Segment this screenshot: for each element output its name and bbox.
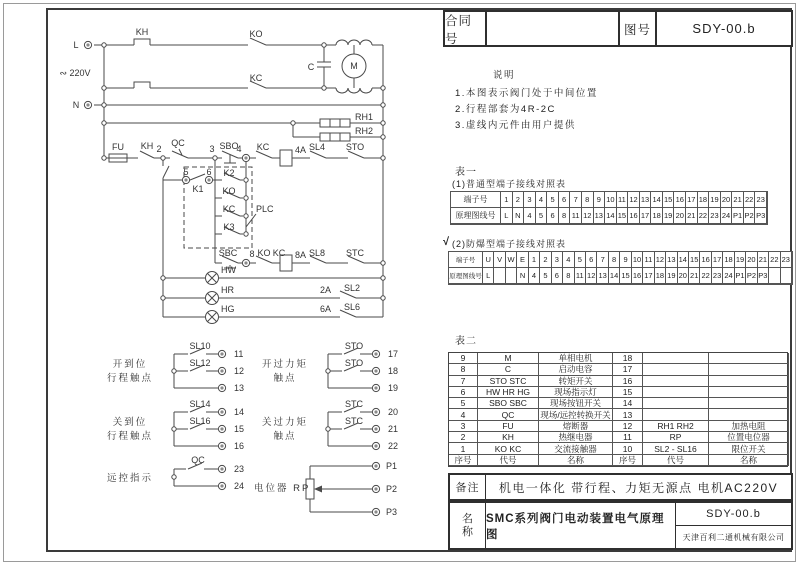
table1-terminal-cell: 4 [536, 192, 548, 208]
label-fuse: FU [112, 142, 124, 152]
component-cell: 交流接触器 [539, 443, 613, 454]
label-k3: K3 [223, 222, 235, 232]
label-supply-voltage: ∾ 220V [59, 68, 91, 78]
table1-terminal-cell: 21 [732, 192, 744, 208]
table2-wire-cell: 22 [700, 268, 711, 284]
label-kh-thermal: KH [135, 27, 149, 37]
table2-terminal-cell: 23 [781, 252, 792, 268]
component-cell: QC [478, 409, 539, 420]
label-wire8a: 8A [295, 250, 307, 260]
table2-subtitle: (2)防爆型端子接线对照表 [452, 239, 567, 249]
component-cell: KH [478, 432, 539, 443]
table1-terminal-cell: 10 [605, 192, 617, 208]
terminal-table-normal [450, 191, 768, 225]
table1-label: 表一 [455, 167, 477, 178]
label-sl6: SL6 [344, 302, 361, 312]
table2-terminal-cell: 3 [552, 252, 563, 268]
table2-terminal-cell: 13 [666, 252, 677, 268]
drawing-no-label: 图号 [620, 12, 657, 45]
table2-terminal-cell: W [506, 252, 517, 268]
table2-wire-cell: 24 [723, 268, 734, 284]
table2-wire-cell: 18 [655, 268, 666, 284]
label-capacitor: C [307, 62, 315, 72]
table1-wire-cell: P1 [732, 208, 744, 224]
table1-wire-cell: 13 [594, 208, 606, 224]
component-cell [709, 353, 789, 364]
label-kc-rung: KC [222, 204, 236, 214]
table1-terminal-cell: 5 [547, 192, 559, 208]
component-cell: 13 [613, 409, 643, 420]
name-block-right [676, 503, 791, 548]
table1-wire-cell: 17 [640, 208, 652, 224]
table2-wire-cell: 12 [586, 268, 597, 284]
name-label-line1: 名 [462, 512, 473, 525]
component-cell: 18 [613, 353, 643, 364]
component-cell: 2 [449, 432, 478, 443]
table1-terminal-cell: 12 [628, 192, 640, 208]
component-cell: FU [478, 421, 539, 432]
component-cell: 15 [613, 387, 643, 398]
component-cell: C [478, 364, 539, 375]
component-cell: 4 [449, 409, 478, 420]
title-block [443, 10, 793, 47]
label-stc-aux1: STC [345, 399, 363, 409]
label-kc-interlock: KC [256, 142, 270, 152]
table2-wire-cell: P2 [746, 268, 757, 284]
label-terminal-15: 15 [234, 424, 245, 434]
label-terminal-21: 21 [388, 424, 399, 434]
table1-terminal-cell: 17 [686, 192, 698, 208]
notes-title: 说明 [493, 70, 516, 81]
label-sl16: SL16 [189, 416, 211, 426]
table1-wire-cell: 8 [559, 208, 571, 224]
table1-wire-cell: L [501, 208, 513, 224]
component-cell: RH1 RH2 [643, 421, 709, 432]
table1-wire-cell: 6 [547, 208, 559, 224]
table2-wire-cell: P3 [758, 268, 769, 284]
table2-row1-header: 端子号 [449, 252, 483, 268]
table2-terminal-cell: 9 [620, 252, 631, 268]
table1-terminal-cell: 13 [640, 192, 652, 208]
circuit-labels [59, 27, 398, 517]
table2-wire-cell: 8 [563, 268, 574, 284]
label-hg-lamp: HG [221, 304, 235, 314]
table1-wire-cell: 11 [570, 208, 582, 224]
component-cell: 现场/远控转换开关 [539, 409, 613, 420]
table2-terminal-cell: 6 [586, 252, 597, 268]
label-sl14: SL14 [189, 399, 211, 409]
label-kc-contact: KC [249, 73, 263, 83]
label-kh-contact: KH [140, 141, 154, 151]
table2-wire-cell [506, 268, 517, 284]
table2-wire-cell: 6 [552, 268, 563, 284]
table2-wire-cell: 21 [689, 268, 700, 284]
label-wire6: 6 [206, 167, 212, 177]
table1-terminal-cell: 14 [651, 192, 663, 208]
component-cell: 7 [449, 376, 478, 387]
remarks-block [448, 473, 793, 501]
remarks-text: 机电一体化 带行程、力矩无源点 电机AC220V [498, 480, 779, 495]
table1-terminal-cell: 7 [570, 192, 582, 208]
table2-terminal-cell: 21 [758, 252, 769, 268]
label-terminal-23: 23 [234, 464, 245, 474]
table2-wire-cell: L [483, 268, 494, 284]
table2-wire-cell [781, 268, 792, 284]
table2-wire-cell [494, 268, 505, 284]
label-wire8: 8 [249, 249, 255, 259]
table1-wire-cell: 5 [536, 208, 548, 224]
component-cell: 1 [449, 443, 478, 454]
label-open-torque-2: 触点 [273, 373, 297, 384]
component-cell [709, 409, 789, 420]
terminal-table-explosionproof [448, 251, 793, 285]
label-terminal-11: 11 [234, 349, 244, 359]
table2-terminal-cell: 20 [746, 252, 757, 268]
component-cell [709, 376, 789, 387]
component-cell [709, 364, 789, 375]
label-l-terminal: L [73, 40, 79, 50]
component-cell: 17 [613, 364, 643, 375]
label-sl8: SL8 [308, 248, 326, 258]
table2-terminal-cell: E [517, 252, 528, 268]
table1-terminal-cell: 23 [755, 192, 767, 208]
table2-terminal-cell: 18 [723, 252, 734, 268]
table1-wire-cell: 23 [709, 208, 721, 224]
indicator-lamps [206, 272, 219, 324]
table2-terminal-cell: 19 [735, 252, 746, 268]
label-wire5: 5 [183, 167, 189, 177]
component-cell [643, 353, 709, 364]
contract-no-value [487, 12, 620, 45]
label-remote-indication: 远控指示 [106, 473, 154, 484]
component-cell: 16 [613, 376, 643, 387]
label-close-travel-1: 关到位 [112, 417, 148, 428]
label-plc: PLC [256, 204, 274, 214]
table2-wire-cell: 17 [643, 268, 654, 284]
table1-wire-cell: 16 [628, 208, 640, 224]
label-open-travel-2: 行程触点 [106, 373, 154, 384]
label-wire2a: 2A [320, 285, 332, 295]
label-terminal-17: 17 [388, 349, 399, 359]
table1-terminal-cell: 9 [594, 192, 606, 208]
table2-terminal-cell: 4 [563, 252, 574, 268]
component-cell [643, 387, 709, 398]
label-stc-main: STC [346, 248, 364, 258]
component-cell [643, 398, 709, 409]
component-cell: 转矩开关 [539, 376, 613, 387]
label-motor: M [350, 61, 358, 71]
label-wire4a: 4A [295, 145, 307, 155]
company-name: 天津百利二通机械有限公司 [682, 532, 785, 542]
table1-row1-header: 端子号 [451, 192, 501, 208]
component-cell [709, 387, 789, 398]
component-cell: 位置电位器 [709, 432, 789, 443]
component-cell: HW HR HG [478, 387, 539, 398]
label-potentiometer: 电位器 RP [254, 483, 311, 494]
table1-terminal-cell: 11 [617, 192, 629, 208]
table2-wire-cell: 16 [632, 268, 643, 284]
table2-terminal-cell: U [483, 252, 494, 268]
table2-wire-cell: 5 [540, 268, 551, 284]
table2-wire-cell: 20 [678, 268, 689, 284]
label-sl2: SL2 [344, 283, 361, 293]
table2-terminal-cell: 16 [700, 252, 711, 268]
drawing-title: SMC系列阀门电动装置电气原理图 [486, 503, 676, 548]
label-wire6a: 6A [320, 304, 332, 314]
table2-row2-header: 原理图线号 [449, 268, 483, 284]
table2-terminal-cell: 12 [655, 252, 666, 268]
component-cell: 启动电容 [539, 364, 613, 375]
label-hw-lamp: HW [221, 265, 236, 275]
table2-terminal-cell: 22 [769, 252, 780, 268]
component-cell: 序号 [449, 455, 478, 466]
label-terminal-p1: P1 [386, 461, 398, 471]
table2-terminal-cell: V [494, 252, 505, 268]
label-sl4: SL4 [308, 142, 326, 152]
label-hr-lamp: HR [221, 285, 234, 295]
table2-terminal-cell: 5 [575, 252, 586, 268]
table1-subtitle: (1)普通型端子接线对照表 [452, 179, 567, 189]
table2-wire-cell [769, 268, 780, 284]
label-wire2: 2 [156, 144, 162, 154]
label-k1: K1 [192, 184, 204, 194]
component-table [448, 352, 788, 467]
label-rh1: RH1 [355, 112, 374, 122]
name-label-line2: 称 [462, 525, 473, 538]
table1-wire-cell: 24 [721, 208, 733, 224]
table1-wire-cell: 21 [686, 208, 698, 224]
label-terminal-12: 12 [234, 366, 245, 376]
label-terminal-22: 22 [388, 441, 399, 451]
label-terminal-14: 14 [234, 407, 245, 417]
component-cell: 现场按钮开关 [539, 398, 613, 409]
component-cell: 8 [449, 364, 478, 375]
table1-terminal-cell: 8 [582, 192, 594, 208]
table2-terminal-cell: 8 [609, 252, 620, 268]
contract-no-label: 合同号 [445, 12, 487, 45]
label-open-travel-1: 开到位 [112, 359, 148, 370]
table2-wire-cell: 4 [529, 268, 540, 284]
component-cell: 单相电机 [539, 353, 613, 364]
label-sl10: SL10 [189, 341, 211, 351]
table2-terminal-cell: 1 [529, 252, 540, 268]
table1-row2-header: 原理图线号 [451, 208, 501, 224]
label-terminal-24: 24 [234, 481, 245, 491]
label-k2: K2 [223, 168, 235, 178]
table1-terminal-cell: 18 [698, 192, 710, 208]
table1-wire-cell: P3 [755, 208, 767, 224]
label-qc-aux: QC [191, 455, 205, 465]
table2-wire-cell: 14 [609, 268, 620, 284]
label-terminal-13: 13 [234, 383, 245, 393]
component-cell: 名称 [539, 455, 613, 466]
component-cell: 6 [449, 387, 478, 398]
table2-wire-cell: 19 [666, 268, 677, 284]
label-terminal-18: 18 [388, 366, 399, 376]
drawing-number: SDY-00.b [676, 503, 791, 526]
note-item: 3.虚线内元件由用户提供 [455, 120, 576, 131]
component-cell [643, 364, 709, 375]
table1-terminal-cell: 16 [674, 192, 686, 208]
component-cell: 现场指示灯 [539, 387, 613, 398]
note-item: 1.本图表示阀门处于中间位置 [455, 88, 598, 99]
component-cell: 名称 [709, 455, 789, 466]
components-label: 表二 [455, 336, 477, 347]
table2-terminal-cell: 2 [540, 252, 551, 268]
table2-wire-cell: 15 [620, 268, 631, 284]
checkmark: √ [443, 236, 450, 248]
component-cell: 10 [613, 443, 643, 454]
table1-wire-cell: 12 [582, 208, 594, 224]
component-cell: 9 [449, 353, 478, 364]
notes-section [455, 68, 598, 134]
component-cell [643, 409, 709, 420]
component-cell [643, 376, 709, 387]
label-sto-main: STO [345, 142, 365, 152]
table2-terminal-cell: 15 [689, 252, 700, 268]
label-sto-aux2: STO [344, 358, 364, 368]
label-terminal-p2: P2 [386, 484, 398, 494]
table1-terminal-cell: 1 [501, 192, 513, 208]
table2-wire-cell: 11 [575, 268, 586, 284]
label-rh2: RH2 [355, 126, 374, 136]
table2-terminal-cell: 14 [678, 252, 689, 268]
table2-wire-cell: N [517, 268, 528, 284]
label-open-torque-1: 开过力矩 [261, 359, 309, 370]
component-cell: STO STC [478, 376, 539, 387]
table1-wire-cell: 18 [651, 208, 663, 224]
component-cell: 代号 [643, 455, 709, 466]
component-cell: 12 [613, 421, 643, 432]
table1-terminal-cell: 22 [744, 192, 756, 208]
component-cell: 序号 [613, 455, 643, 466]
table1-terminal-cell: 3 [524, 192, 536, 208]
component-cell: 熔断器 [539, 421, 613, 432]
remarks-label: 备注 [450, 475, 486, 499]
label-stc-aux2: STC [345, 416, 363, 426]
label-ko-interlock: KO [257, 248, 271, 258]
label-ko-contact: KO [249, 29, 263, 39]
table2-terminal-cell: 17 [712, 252, 723, 268]
table1-terminal-cell: 19 [709, 192, 721, 208]
label-sbo-button: SBO [219, 141, 239, 151]
table2-wire-cell: P1 [735, 268, 746, 284]
table1-wire-cell: 20 [674, 208, 686, 224]
label-close-travel-2: 行程触点 [106, 431, 154, 442]
component-cell: RP [643, 432, 709, 443]
table1-wire-cell: 19 [663, 208, 675, 224]
component-cell: 3 [449, 421, 478, 432]
label-wire3: 3 [209, 144, 215, 154]
component-cell: M [478, 353, 539, 364]
table1-terminal-cell: 2 [513, 192, 525, 208]
table1-wire-cell: 4 [524, 208, 536, 224]
label-sl12: SL12 [189, 358, 211, 368]
label-n-terminal: N [72, 100, 80, 110]
label-sto-aux1: STO [344, 341, 364, 351]
label-terminal-19: 19 [388, 383, 399, 393]
component-cell: 11 [613, 432, 643, 443]
table1-terminal-cell: 15 [663, 192, 675, 208]
label-ko-rung: KO [222, 186, 236, 196]
component-cell: 5 [449, 398, 478, 409]
table2-terminal-cell: 11 [643, 252, 654, 268]
component-cell: SL2 - SL16 [643, 443, 709, 454]
label-terminal-p3: P3 [386, 507, 398, 517]
table1-wire-cell: 15 [617, 208, 629, 224]
table2-wire-cell: 13 [597, 268, 608, 284]
component-cell: KO KC [478, 443, 539, 454]
component-cell: 限位开关 [709, 443, 789, 454]
table2-wire-cell: 23 [712, 268, 723, 284]
label-kc-coil: KC [272, 248, 286, 258]
label-close-torque-2: 触点 [273, 431, 297, 442]
table1-terminal-cell: 20 [721, 192, 733, 208]
component-cell [709, 398, 789, 409]
potentiometer-wiper-arrow [314, 486, 322, 493]
table1-wire-cell: 22 [698, 208, 710, 224]
label-terminal-16: 16 [234, 441, 245, 451]
table2-terminal-cell: 10 [632, 252, 643, 268]
label-qc-switch: QC [171, 138, 185, 148]
name-block [448, 501, 793, 550]
component-cell: 加热电阻 [709, 421, 789, 432]
name-label [450, 503, 486, 548]
table2-terminal-cell: 7 [597, 252, 608, 268]
drawing-no-value: SDY-00.b [692, 21, 756, 36]
label-close-torque-1: 关过力矩 [261, 417, 309, 428]
table1-wire-cell: N [513, 208, 525, 224]
component-cell: 14 [613, 398, 643, 409]
table1-wire-cell: P2 [744, 208, 756, 224]
component-cell: 热继电器 [539, 432, 613, 443]
table1-wire-cell: 14 [605, 208, 617, 224]
table1-terminal-cell: 6 [559, 192, 571, 208]
component-cell: SBO SBC [478, 398, 539, 409]
component-cell: 代号 [478, 455, 539, 466]
label-wire4: 4 [236, 144, 242, 154]
note-item: 2.行程部套为4R-2C [455, 104, 556, 115]
label-sbc-button: SBC [218, 248, 238, 258]
label-terminal-20: 20 [388, 407, 399, 417]
